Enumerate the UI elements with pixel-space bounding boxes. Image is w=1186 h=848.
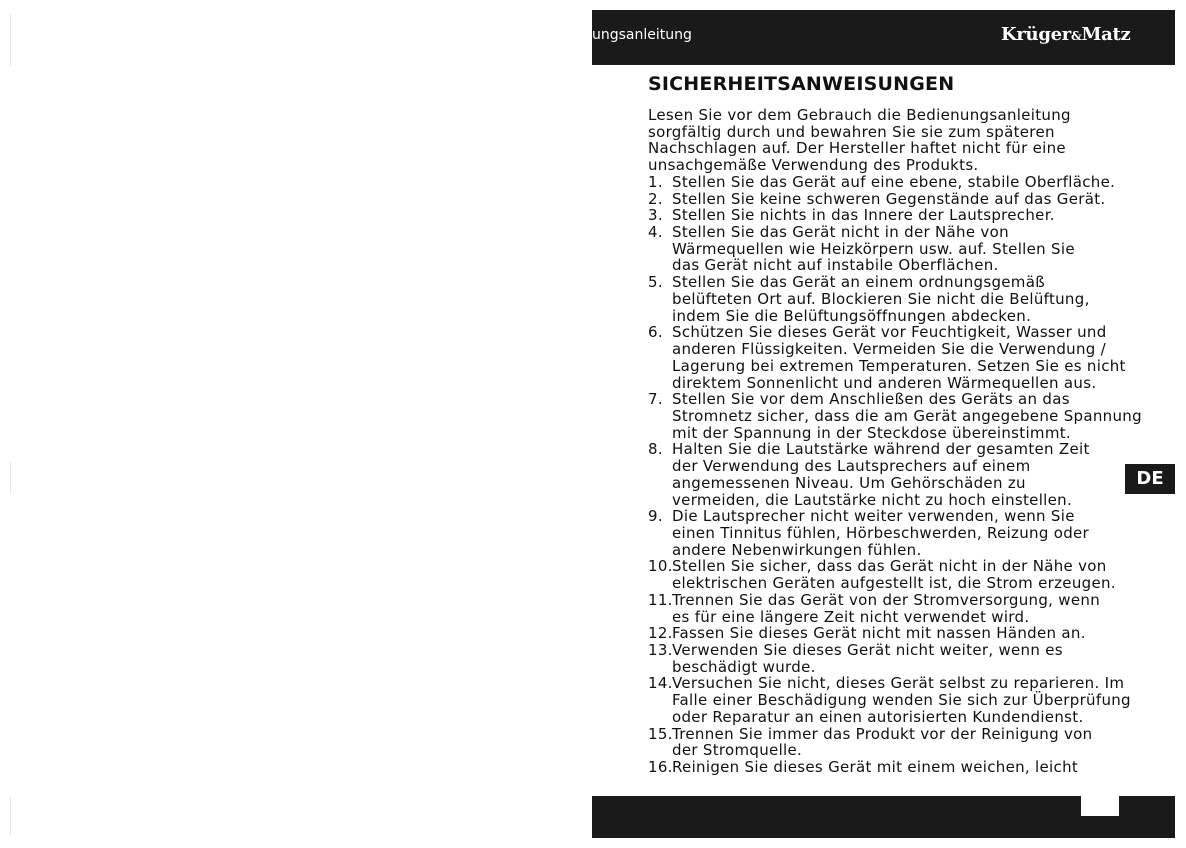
instruction-item bbox=[648, 224, 1175, 274]
instruction-item bbox=[648, 592, 1175, 625]
instruction-line: Trennen Sie immer das Produkt vor der Reinigung von bbox=[672, 724, 1093, 743]
instruction-line: Schützen Sie dieses Gerät vor Feuchtigkeit, Wasser und bbox=[672, 323, 1107, 342]
running-title: ungsanleitung bbox=[592, 27, 692, 43]
instruction-line: Versuchen Sie nicht, dieses Gerät selbst zu reparieren. Im bbox=[672, 674, 1125, 693]
section-heading: SICHERHEITSANWEISUNGEN bbox=[648, 73, 955, 95]
instruction-item bbox=[648, 174, 1175, 191]
instruction-number: 8. bbox=[648, 440, 663, 459]
instruction-list bbox=[648, 174, 1175, 776]
intro-line: unsachgemäße Verwendung des Produkts. bbox=[648, 156, 979, 175]
instruction-number: 4. bbox=[648, 223, 663, 242]
instruction-line: Trennen Sie das Gerät von der Stromversorgung, wenn bbox=[672, 590, 1100, 609]
instruction-line: Stellen Sie vor dem Anschließen des Geräts an das bbox=[672, 390, 1070, 409]
instruction-number: 2. bbox=[648, 189, 663, 208]
instruction-line: der Stromquelle. bbox=[672, 741, 803, 760]
instruction-number: 6. bbox=[648, 323, 663, 342]
brand-ampersand: & bbox=[1070, 29, 1082, 43]
instruction-line: Verwenden Sie dieses Gerät nicht weiter, wenn es bbox=[672, 641, 1063, 659]
instruction-line: Fassen Sie dieses Gerät nicht mit nassen Händen an. bbox=[672, 624, 1086, 643]
instruction-item bbox=[648, 324, 1175, 391]
instruction-line: direktem Sonnenlicht und anderen Wärmequellen aus. bbox=[672, 373, 1097, 392]
language-tab: DE bbox=[1125, 464, 1175, 494]
instruction-line: Wärmequellen wie Heizkörpern usw. auf. Stellen Sie bbox=[672, 239, 1075, 258]
instruction-line: Stromnetz sicher, dass die am Gerät angegebene Spannung bbox=[672, 406, 1142, 425]
instruction-number: 9. bbox=[648, 507, 663, 526]
instruction-number: 3. bbox=[648, 206, 663, 225]
instruction-item bbox=[648, 625, 1175, 642]
instruction-line: der Verwendung des Lautsprechers auf einem bbox=[672, 457, 1031, 476]
instruction-line: Stellen Sie das Gerät auf eine ebene, stabile Oberfläche. bbox=[672, 172, 1116, 191]
intro-line: Nachschlagen auf. Der Hersteller haftet nicht für eine bbox=[648, 139, 1066, 158]
footer-bar bbox=[592, 796, 1175, 838]
instruction-line: Falle einer Beschädigung wenden Sie sich zur Überprüfung bbox=[672, 691, 1131, 710]
instruction-number: 10. bbox=[648, 557, 673, 576]
instruction-line: Stellen Sie das Gerät an einem ordnungsgemäß bbox=[672, 273, 1045, 292]
instruction-item bbox=[648, 642, 1175, 675]
instruction-line: anderen Flüssigkeiten. Vermeiden Sie die Verwendung / bbox=[672, 340, 1107, 359]
left-page-edge-middle bbox=[10, 462, 11, 494]
brand-logo bbox=[1001, 24, 1130, 45]
instruction-number: 5. bbox=[648, 273, 663, 292]
instruction-line: angemessenen Niveau. Um Gehörschäden zu bbox=[672, 473, 1026, 492]
instruction-line: elektrischen Geräten aufgestellt ist, die Strom erzeugen. bbox=[672, 574, 1116, 593]
instruction-item bbox=[648, 508, 1175, 558]
instruction-line: beschädigt wurde. bbox=[672, 657, 816, 676]
brand-suffix: Matz bbox=[1081, 24, 1131, 45]
instruction-line: mit der Spannung in der Steckdose übereinstimmt. bbox=[672, 423, 1072, 442]
page-number-box bbox=[1081, 796, 1119, 816]
instruction-line: einen Tinnitus fühlen, Hörbeschwerden, Reizung oder bbox=[672, 523, 1090, 542]
instruction-line: das Gerät nicht auf instabile Oberflächen. bbox=[672, 256, 999, 275]
instruction-line: vermeiden, die Lautstärke nicht zu hoch einstellen. bbox=[672, 490, 1073, 509]
instruction-number: 1. bbox=[648, 172, 663, 191]
instruction-line: Lagerung bei extremen Temperaturen. Setzen Sie es nicht bbox=[672, 356, 1126, 375]
instruction-number: 12. bbox=[648, 624, 673, 643]
instruction-item bbox=[648, 441, 1175, 508]
instruction-line: indem Sie die Belüftungsöffnungen abdecken. bbox=[672, 306, 1032, 325]
instruction-item bbox=[648, 391, 1175, 441]
instruction-line: oder Reparatur an einen autorisierten Kundendienst. bbox=[672, 707, 1084, 726]
intro-line: sorgfältig durch und bewahren Sie sie zum späteren bbox=[648, 122, 1055, 141]
instruction-line: belüfteten Ort auf. Blockieren Sie nicht die Belüftung, bbox=[672, 289, 1090, 308]
instruction-line: es für eine längere Zeit nicht verwendet wird. bbox=[672, 607, 1030, 626]
instruction-line: Stellen Sie nichts in das Innere der Lautsprecher. bbox=[672, 206, 1055, 225]
instruction-item bbox=[648, 726, 1175, 759]
instruction-number: 11. bbox=[648, 590, 673, 609]
instruction-line: Stellen Sie sicher, dass das Gerät nicht in der Nähe von bbox=[672, 557, 1107, 576]
left-page-edge-top bbox=[10, 14, 11, 66]
intro-paragraph bbox=[648, 107, 1175, 174]
instruction-line: Die Lautsprecher nicht weiter verwenden, wenn Sie bbox=[672, 507, 1075, 526]
instruction-item bbox=[648, 558, 1175, 591]
intro-line: Lesen Sie vor dem Gebrauch die Bedienungsanleitung bbox=[648, 106, 1071, 124]
instruction-line: Reinigen Sie dieses Gerät mit einem weichen, leicht bbox=[672, 758, 1079, 777]
instruction-item bbox=[648, 675, 1175, 725]
instruction-number: 7. bbox=[648, 390, 663, 409]
instruction-number: 14. bbox=[648, 674, 673, 693]
instruction-item bbox=[648, 207, 1175, 224]
instruction-number: 13. bbox=[648, 641, 673, 659]
instruction-item bbox=[648, 191, 1175, 208]
instruction-number: 15. bbox=[648, 724, 673, 743]
instruction-line: Halten Sie die Lautstärke während der gesamten Zeit bbox=[672, 440, 1090, 459]
instruction-item bbox=[648, 274, 1175, 324]
manual-page bbox=[592, 10, 1175, 838]
instruction-line: Stellen Sie keine schweren Gegenstände auf das Gerät. bbox=[672, 189, 1106, 208]
instruction-line: andere Nebenwirkungen fühlen. bbox=[672, 540, 922, 559]
header-bar bbox=[592, 10, 1175, 65]
brand-name: Krüger bbox=[1001, 24, 1071, 45]
left-page-edge-bottom bbox=[10, 796, 11, 836]
safety-instructions bbox=[648, 107, 1175, 776]
instruction-item bbox=[648, 759, 1175, 776]
instruction-number: 16. bbox=[648, 758, 673, 777]
instruction-line: Stellen Sie das Gerät nicht in der Nähe von bbox=[672, 223, 1009, 242]
